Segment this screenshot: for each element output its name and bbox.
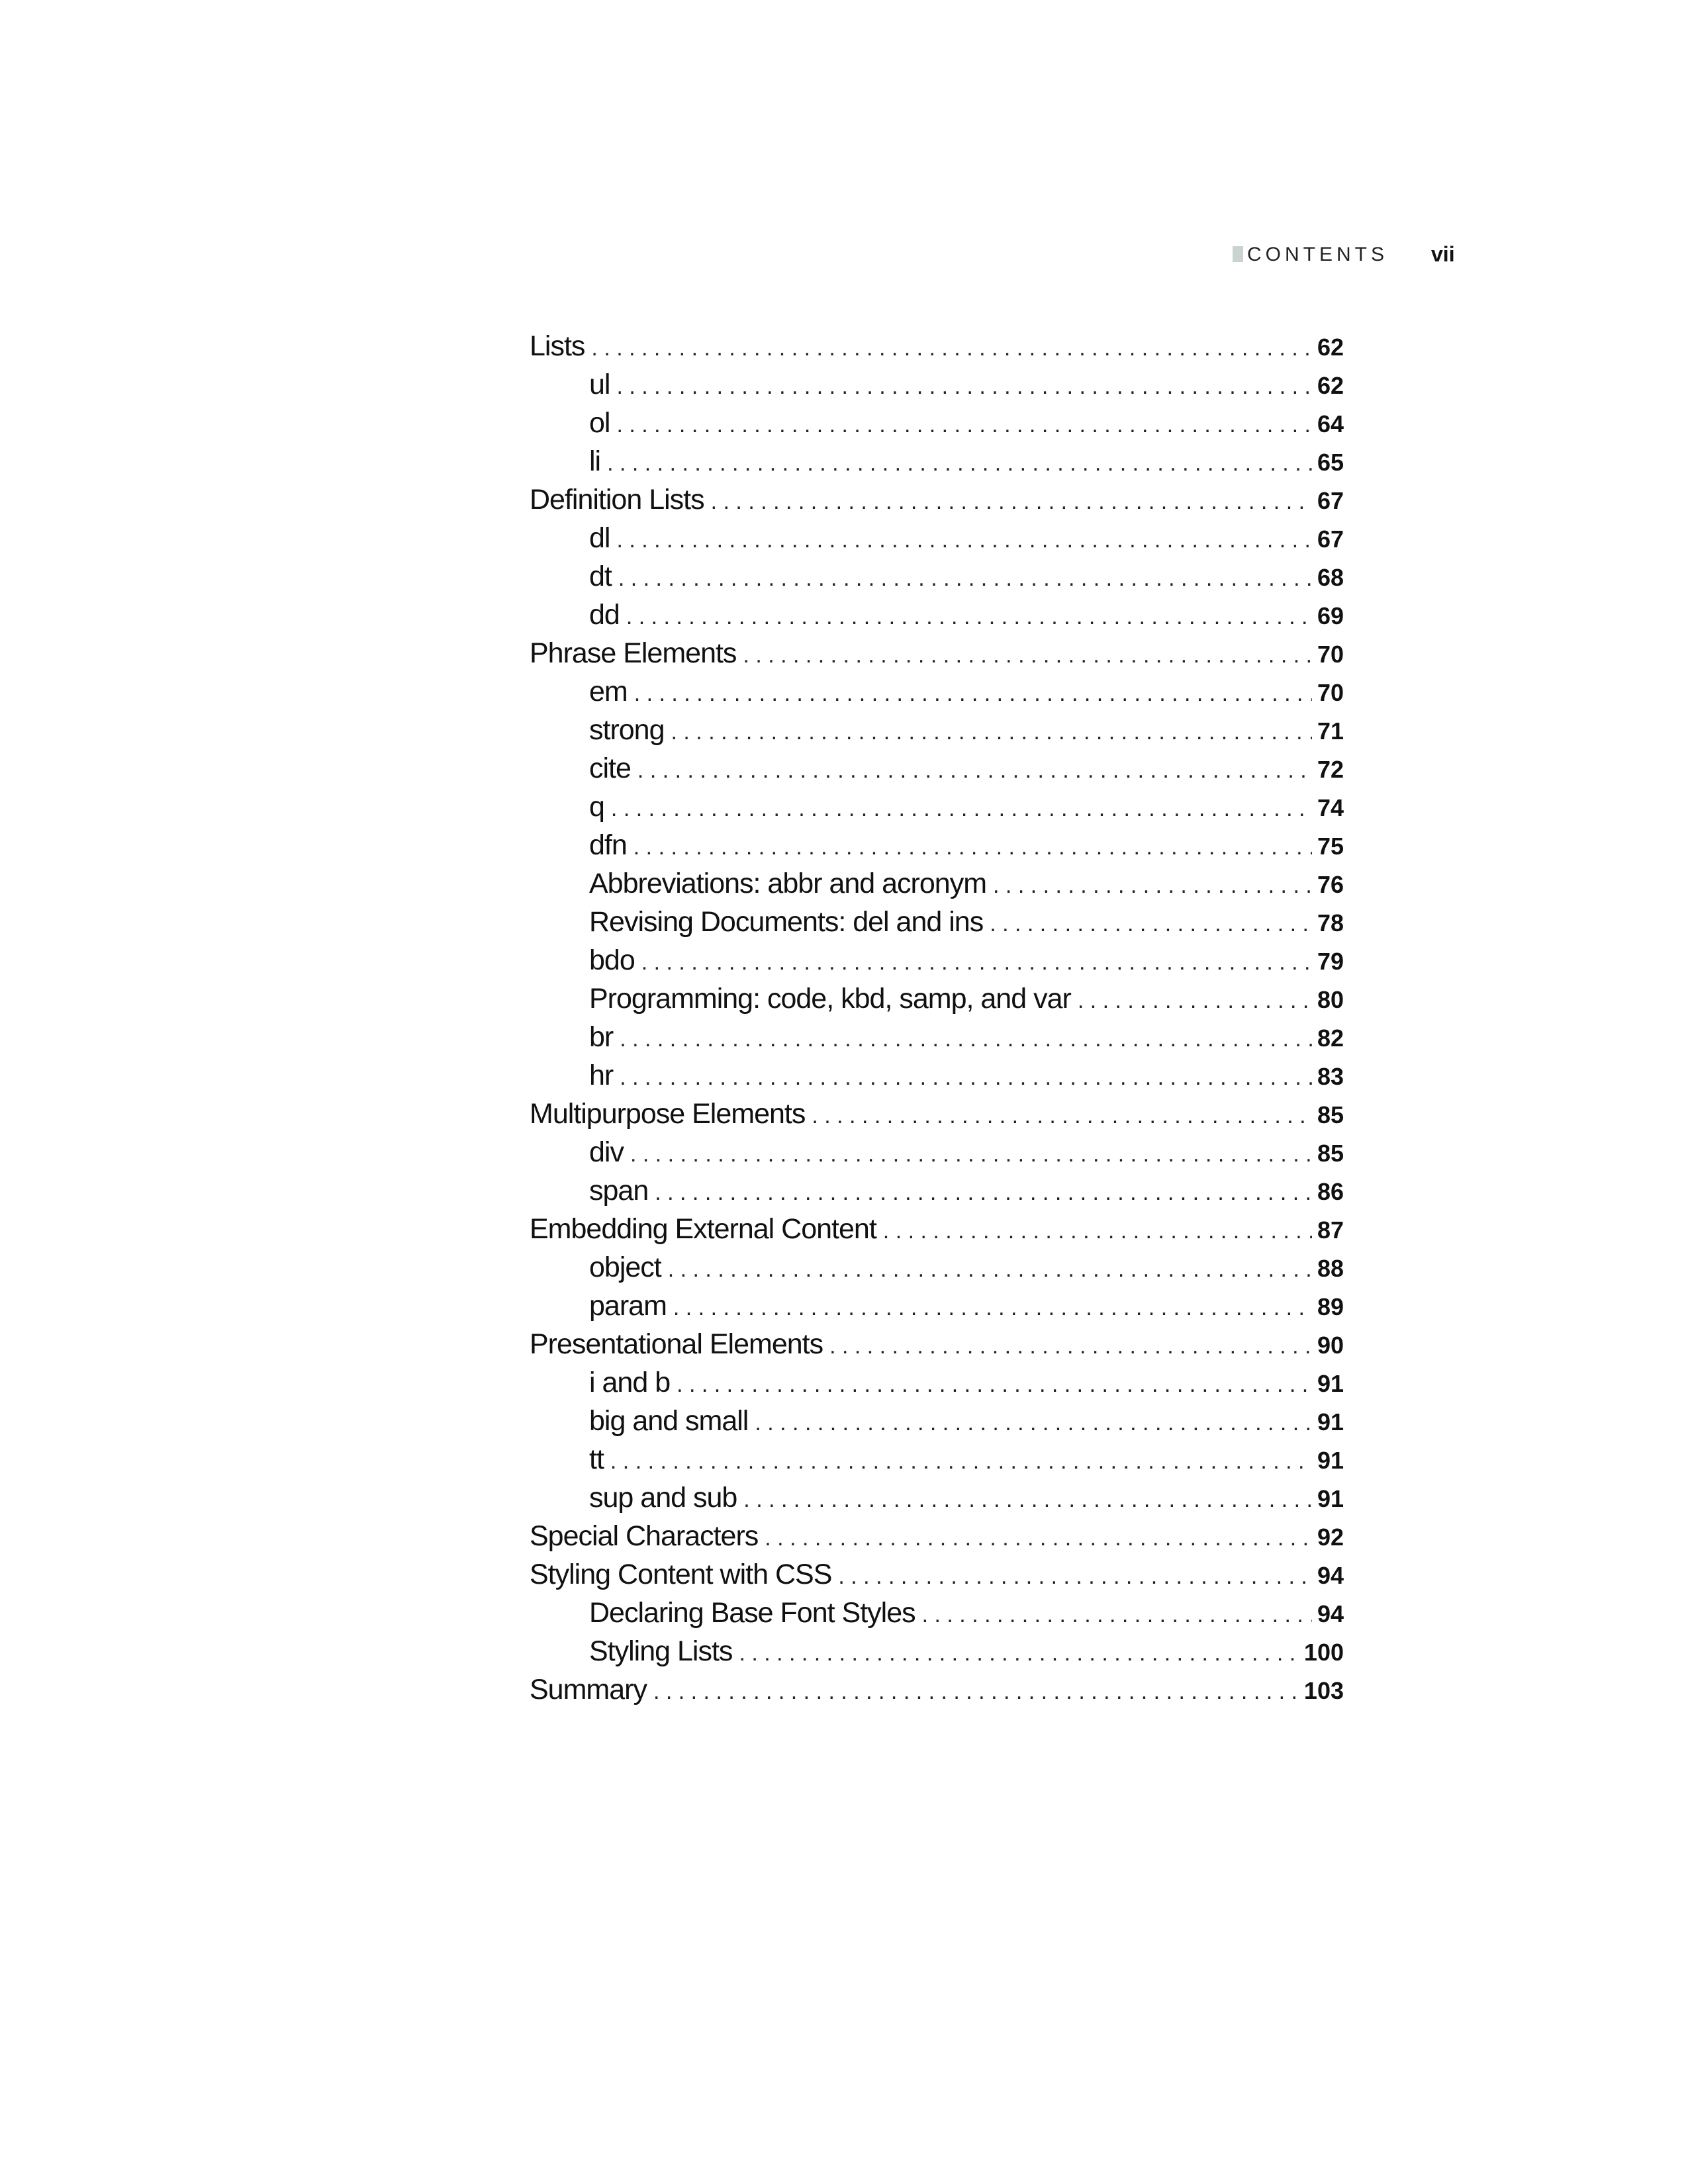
toc-entry-title: ol	[589, 404, 616, 442]
dot-leader	[616, 406, 1311, 442]
toc-subsection-entry[interactable]	[530, 596, 1344, 634]
toc-subsection-entry[interactable]	[530, 711, 1344, 749]
toc-entry-page-number: 76	[1312, 866, 1344, 903]
toc-subsection-entry[interactable]	[530, 903, 1344, 941]
dot-leader	[711, 482, 1312, 519]
dot-leader	[655, 1173, 1312, 1210]
toc-entry-page-number: 92	[1312, 1518, 1344, 1555]
toc-entry-title: Lists	[530, 327, 591, 365]
toc-entry-page-number: 91	[1312, 1403, 1344, 1440]
toc-entry-title: Abbreviations: abbr and acronym	[589, 864, 993, 903]
toc-entry-title: em	[589, 672, 634, 711]
toc-entry-title: dd	[589, 596, 626, 634]
dot-leader	[668, 1250, 1312, 1287]
toc-entry-page-number: 78	[1312, 904, 1344, 941]
toc-subsection-entry[interactable]	[530, 1133, 1344, 1171]
toc-entry-page-number: 68	[1312, 559, 1344, 596]
toc-section-entry[interactable]	[530, 1555, 1344, 1594]
dot-leader	[653, 1672, 1299, 1709]
toc-entry-title: ul	[589, 365, 616, 404]
toc-entry-page-number: 80	[1312, 981, 1344, 1018]
toc-entry-page-number: 70	[1312, 635, 1344, 672]
toc-entry-title: Special Characters	[530, 1517, 765, 1555]
page-folio: vii	[1431, 242, 1455, 266]
toc-subsection-entry[interactable]	[530, 557, 1344, 596]
toc-entry-title: li	[589, 442, 607, 480]
toc-section-entry[interactable]	[530, 1325, 1344, 1363]
dot-leader	[607, 444, 1312, 480]
toc-entry-page-number: 83	[1312, 1058, 1344, 1095]
toc-entry-title: sup and sub	[589, 1479, 743, 1517]
dot-leader	[618, 559, 1312, 596]
toc-subsection-entry[interactable]	[530, 1018, 1344, 1056]
toc-entry-page-number: 75	[1312, 827, 1344, 864]
toc-section-entry[interactable]	[530, 1095, 1344, 1133]
toc-entry-page-number: 88	[1312, 1250, 1344, 1287]
toc-entry-page-number: 67	[1312, 520, 1344, 557]
dot-leader	[616, 521, 1311, 557]
toc-entry-title: dt	[589, 557, 618, 596]
toc-entry-title: span	[589, 1171, 655, 1210]
toc-entry-page-number: 100	[1299, 1633, 1344, 1670]
toc-subsection-entry[interactable]	[530, 1056, 1344, 1095]
toc-entry-page-number: 91	[1312, 1365, 1344, 1402]
dot-leader	[620, 1058, 1312, 1095]
dot-leader	[883, 1212, 1312, 1248]
toc-entry-title: Revising Documents: del and ins	[589, 903, 990, 941]
dot-leader	[620, 1020, 1312, 1056]
dot-leader	[743, 636, 1312, 672]
toc-entry-page-number: 69	[1312, 597, 1344, 634]
toc-subsection-entry[interactable]	[530, 1287, 1344, 1325]
toc-entry-page-number: 86	[1312, 1173, 1344, 1210]
toc-entry-title: i and b	[589, 1363, 677, 1402]
toc-subsection-entry[interactable]	[530, 1363, 1344, 1402]
toc-entry-title: tt	[589, 1440, 610, 1479]
toc-entry-page-number: 71	[1312, 712, 1344, 749]
toc-section-entry[interactable]	[530, 1517, 1344, 1555]
dot-leader	[990, 905, 1312, 941]
table-of-contents	[530, 327, 1344, 1709]
toc-subsection-entry[interactable]	[530, 1402, 1344, 1440]
toc-entry-page-number: 82	[1312, 1019, 1344, 1056]
dot-leader	[739, 1634, 1298, 1670]
running-head	[1233, 237, 1458, 270]
toc-entry-page-number: 94	[1312, 1557, 1344, 1594]
toc-entry-title: big and small	[589, 1402, 755, 1440]
dot-leader	[1078, 981, 1312, 1018]
dot-leader	[838, 1557, 1312, 1594]
toc-entry-title: Styling Content with CSS	[530, 1555, 838, 1594]
toc-entry-page-number: 85	[1312, 1096, 1344, 1133]
toc-subsection-entry[interactable]	[530, 1171, 1344, 1210]
toc-entry-page-number: 62	[1312, 367, 1344, 404]
dot-leader	[633, 828, 1312, 864]
dot-leader	[765, 1519, 1312, 1555]
dot-leader	[641, 943, 1312, 979]
toc-entry-page-number: 87	[1312, 1211, 1344, 1248]
toc-subsection-entry[interactable]	[530, 404, 1344, 442]
toc-entry-title: object	[589, 1248, 668, 1287]
dot-leader	[673, 1289, 1312, 1325]
dot-leader	[922, 1596, 1312, 1632]
toc-entry-page-number: 91	[1312, 1480, 1344, 1517]
toc-entry-page-number: 94	[1312, 1595, 1344, 1632]
toc-subsection-entry[interactable]	[530, 1479, 1344, 1517]
toc-entry-title: Programming: code, kbd, samp, and var	[589, 979, 1078, 1018]
section-marker	[1233, 246, 1243, 262]
toc-section-entry[interactable]	[530, 634, 1344, 672]
toc-entry-title: dfn	[589, 826, 633, 864]
toc-subsection-entry[interactable]	[530, 1594, 1344, 1632]
dot-leader	[829, 1327, 1312, 1363]
toc-entry-title: dl	[589, 519, 616, 557]
toc-section-entry[interactable]	[530, 327, 1344, 365]
toc-entry-page-number: 103	[1299, 1672, 1344, 1709]
toc-entry-page-number: 72	[1312, 751, 1344, 788]
toc-entry-title: div	[589, 1133, 630, 1171]
toc-section-entry[interactable]	[530, 1210, 1344, 1248]
dot-leader	[677, 1365, 1312, 1402]
toc-subsection-entry[interactable]	[530, 442, 1344, 480]
toc-subsection-entry[interactable]	[530, 788, 1344, 826]
toc-entry-page-number: 85	[1312, 1134, 1344, 1171]
toc-subsection-entry[interactable]	[530, 749, 1344, 788]
toc-entry-title: Summary	[530, 1670, 653, 1709]
dot-leader	[671, 713, 1312, 749]
toc-subsection-entry[interactable]	[530, 672, 1344, 711]
toc-entry-title: bdo	[589, 941, 641, 979]
toc-subsection-entry[interactable]	[530, 826, 1344, 864]
toc-entry-title: Phrase Elements	[530, 634, 743, 672]
dot-leader	[634, 674, 1312, 711]
toc-subsection-entry[interactable]	[530, 941, 1344, 979]
toc-subsection-entry[interactable]	[530, 365, 1344, 404]
dot-leader	[755, 1404, 1312, 1440]
toc-entry-title: Presentational Elements	[530, 1325, 829, 1363]
toc-entry-title: q	[589, 788, 611, 826]
toc-entry-title: hr	[589, 1056, 620, 1095]
toc-subsection-entry[interactable]	[530, 1248, 1344, 1287]
toc-subsection-entry[interactable]	[530, 864, 1344, 903]
toc-entry-title: cite	[589, 749, 637, 788]
toc-entry-title: param	[589, 1287, 673, 1325]
toc-section-entry[interactable]	[530, 480, 1344, 519]
toc-entry-title: Definition Lists	[530, 480, 711, 519]
toc-section-entry[interactable]	[530, 1670, 1344, 1709]
toc-entry-title: br	[589, 1018, 620, 1056]
dot-leader	[626, 598, 1312, 634]
toc-entry-title: Styling Lists	[589, 1632, 739, 1670]
toc-subsection-entry[interactable]	[530, 1632, 1344, 1670]
dot-leader	[611, 790, 1312, 826]
toc-entry-page-number: 91	[1312, 1441, 1344, 1479]
section-label: CONTENTS	[1247, 244, 1388, 265]
toc-entry-page-number: 79	[1312, 942, 1344, 979]
toc-entry-title: Declaring Base Font Styles	[589, 1594, 922, 1632]
toc-entry-page-number: 65	[1312, 443, 1344, 480]
dot-leader	[637, 751, 1312, 788]
toc-entry-title: strong	[589, 711, 671, 749]
dot-leader	[993, 866, 1312, 903]
dot-leader	[743, 1480, 1312, 1517]
toc-entry-page-number: 89	[1312, 1288, 1344, 1325]
toc-subsection-entry[interactable]	[530, 519, 1344, 557]
toc-entry-page-number: 90	[1312, 1326, 1344, 1363]
toc-entry-page-number: 62	[1312, 328, 1344, 365]
toc-subsection-entry[interactable]	[530, 1440, 1344, 1479]
toc-entry-page-number: 64	[1312, 405, 1344, 442]
dot-leader	[630, 1135, 1312, 1171]
dot-leader	[610, 1442, 1312, 1479]
dot-leader	[616, 367, 1311, 404]
toc-entry-page-number: 70	[1312, 674, 1344, 711]
dot-leader	[812, 1097, 1312, 1133]
toc-entry-title: Embedding External Content	[530, 1210, 883, 1248]
toc-entry-page-number: 67	[1312, 482, 1344, 519]
toc-entry-title: Multipurpose Elements	[530, 1095, 812, 1133]
toc-entry-page-number: 74	[1312, 789, 1344, 826]
dot-leader	[591, 329, 1312, 365]
toc-subsection-entry[interactable]	[530, 979, 1344, 1018]
